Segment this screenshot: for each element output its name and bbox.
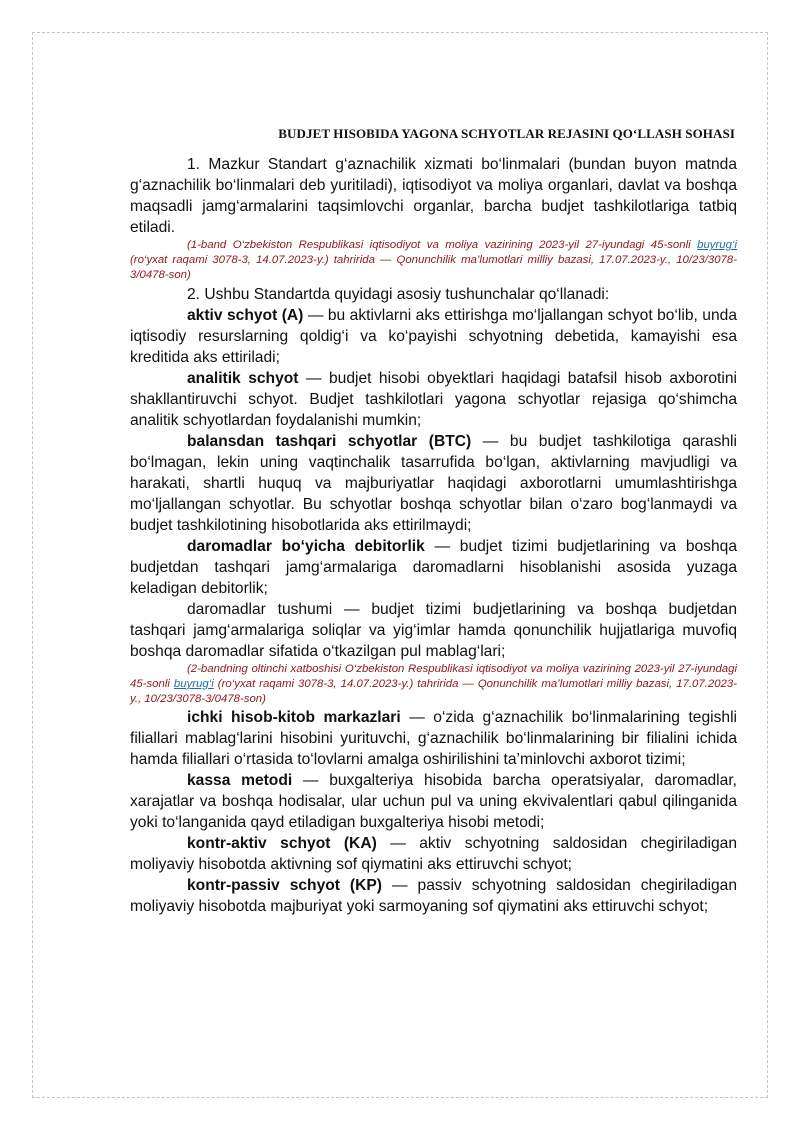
term: kassa metodi	[187, 772, 293, 790]
definition-text: — bu budjet tashkilotiga qarashli bo‘lmagan, lekin uning vaqtinchalik tasarrufida bo‘lgan, aktivlarning mavjudligi va harakati, shartli huquq va majburiyatlar haqidagi axborotlarni umumlashtirishga mo‘ljallangan schyotlar. Bu schyotlar boshqa schyotlar bilan o‘zaro bog‘lanmaydi va budjet tashkilotining hisobotlarida aks ettirilmaydi;	[130, 432, 737, 534]
term: kontr-passiv schyot (KP)	[187, 877, 382, 895]
definition-ichki-hisob-kitob	[130, 707, 737, 770]
term: analitik schyot	[187, 369, 299, 387]
definition-text: — bu aktivlarni aks ettirishga mo‘ljallangan schyot bo‘lib, unda iqtisodiy resurslarning qoldig‘i va ko‘payishi schyotning debetida, kamayishi esa kreditida aks ettiriladi;	[130, 306, 737, 366]
definition-text: — buxgalteriya hisobida barcha operatsiyalar, daromadlar, xarajatlar va boshqa hodisalar, ular uchun pul va uning ekvivalentlari qabul qilinganida yoki to‘langanida qayd etiladigan buxgalteriya hisobi metodi;	[130, 772, 737, 832]
definition-text: — passiv schyotning saldosidan chegiriladigan moliyaviy hisobotda majburiyat yoki sarmoyaning sof qiymatini aks ettiruvchi schyot;	[130, 877, 737, 916]
term: ichki hisob-kitob markazlari	[187, 709, 401, 727]
section-title: BUDJET HISOBIDA YAGONA SCHYOTLAR REJASINI QO‘LLASH SOHASI	[278, 126, 735, 141]
term: daromadlar bo‘yicha debitorlik	[187, 537, 425, 555]
note-text: (ro‘yxat raqami 3078-3, 14.07.2023-y.) tahririda — Qonunchilik ma’lumotlari milliy bazasi, 17.07.2023-y., 10/23/3078-3/0478-son)	[130, 254, 737, 282]
paragraph-1: 1. Mazkur Standart g‘aznachilik xizmati bo‘linmalari (bundan buyon matnda g‘aznachilik bo‘linmalari deb yuritiladi), iqtisodiyot va moliya organlari, davlat va boshqa maqsadli jamg‘armalarini taqsimlovchi organlar, barcha budjet tashkilotlariga tatbiq etiladi.	[130, 156, 737, 236]
note-text: (ro‘yxat raqami 3078-3, 14.07.2023-y.) tahririda — Qonunchilik ma’lumotlari milliy bazasi, 17.07.2023-y., 10/23/3078-3/0478-son)	[130, 677, 737, 706]
order-link[interactable]: buyrug‘i	[697, 239, 737, 251]
definition-text: — aktiv schyotning saldosidan chegiriladigan moliyaviy hisobotda aktivning sof qiymatini aks ettiruvchi schyot;	[130, 835, 737, 874]
note-text: (1-band O‘zbekiston Respublikasi iqtisodiyot va moliya vazirining 2023-yil 27-iyundagi 45-sonli	[187, 239, 698, 251]
amendment-note-2	[130, 662, 737, 708]
term: balansdan tashqari schyotlar (BTC)	[187, 432, 472, 450]
note-text: (2-bandning oltinchi xatboshisi O‘zbekiston Respublikasi iqtisodiyot va moliya vazirining 2023-yil 27-iyundagi 45-sonli	[130, 662, 737, 690]
definition-daromadlar-tushumi: daromadlar tushumi — budjet tizimi budjetlarining va boshqa budjetdan tashqari jamg‘armalariga soliqlar va yig‘imlar hamda qonunchilik hujjatlariga muvofiq boshqa daromadlar sifatida o‘tkazilgan pul mablag‘lari;	[130, 600, 737, 660]
document-page	[32, 32, 768, 1098]
document-content	[130, 126, 737, 917]
definition-analitik-schyot	[130, 368, 737, 431]
amendment-note-1	[130, 238, 737, 284]
definition-kontr-passiv	[130, 875, 737, 917]
definition-aktiv-schyot	[130, 305, 737, 368]
definition-kontr-aktiv	[130, 833, 737, 875]
paragraph-2: 2. Ushbu Standartda quyidagi asosiy tushunchalar qo‘llanadi:	[187, 285, 610, 303]
definition-balansdan-tashqari	[130, 431, 737, 536]
definition-text: — budjet tizimi budjetlarining va boshqa budjetdan tashqari jamg‘armalariga daromadlarni hisoblanishi asosida yuzaga keladigan debitorlik;	[130, 537, 737, 597]
definition-text: — o‘zida g‘aznachilik bo‘linmalarining tegishli filiallari mablag‘larini hisobini yurituvchi, g‘aznachilik bo‘linmalarining bir filialini ichida hamda filiallari o‘rtasida to‘lovlarni amalga oshirilishini ta’minlovchi axborot tizimi;	[130, 709, 737, 769]
term: aktiv schyot (A)	[187, 306, 304, 324]
definition-daromadlar-debitorlik	[130, 536, 737, 599]
order-link[interactable]: buyrug‘i	[173, 677, 214, 690]
definition-kassa-metodi	[130, 770, 737, 833]
definition-text: — budjet hisobi obyektlari haqidagi batafsil hisob axborotini shakllantiruvchi schyot. Budjet tashkilotlari yagona schyotlar rejasiga qo‘shimcha analitik schyotlardan foydalanishi mumkin;	[130, 369, 737, 429]
term: kontr-aktiv schyot (KA)	[187, 835, 377, 853]
